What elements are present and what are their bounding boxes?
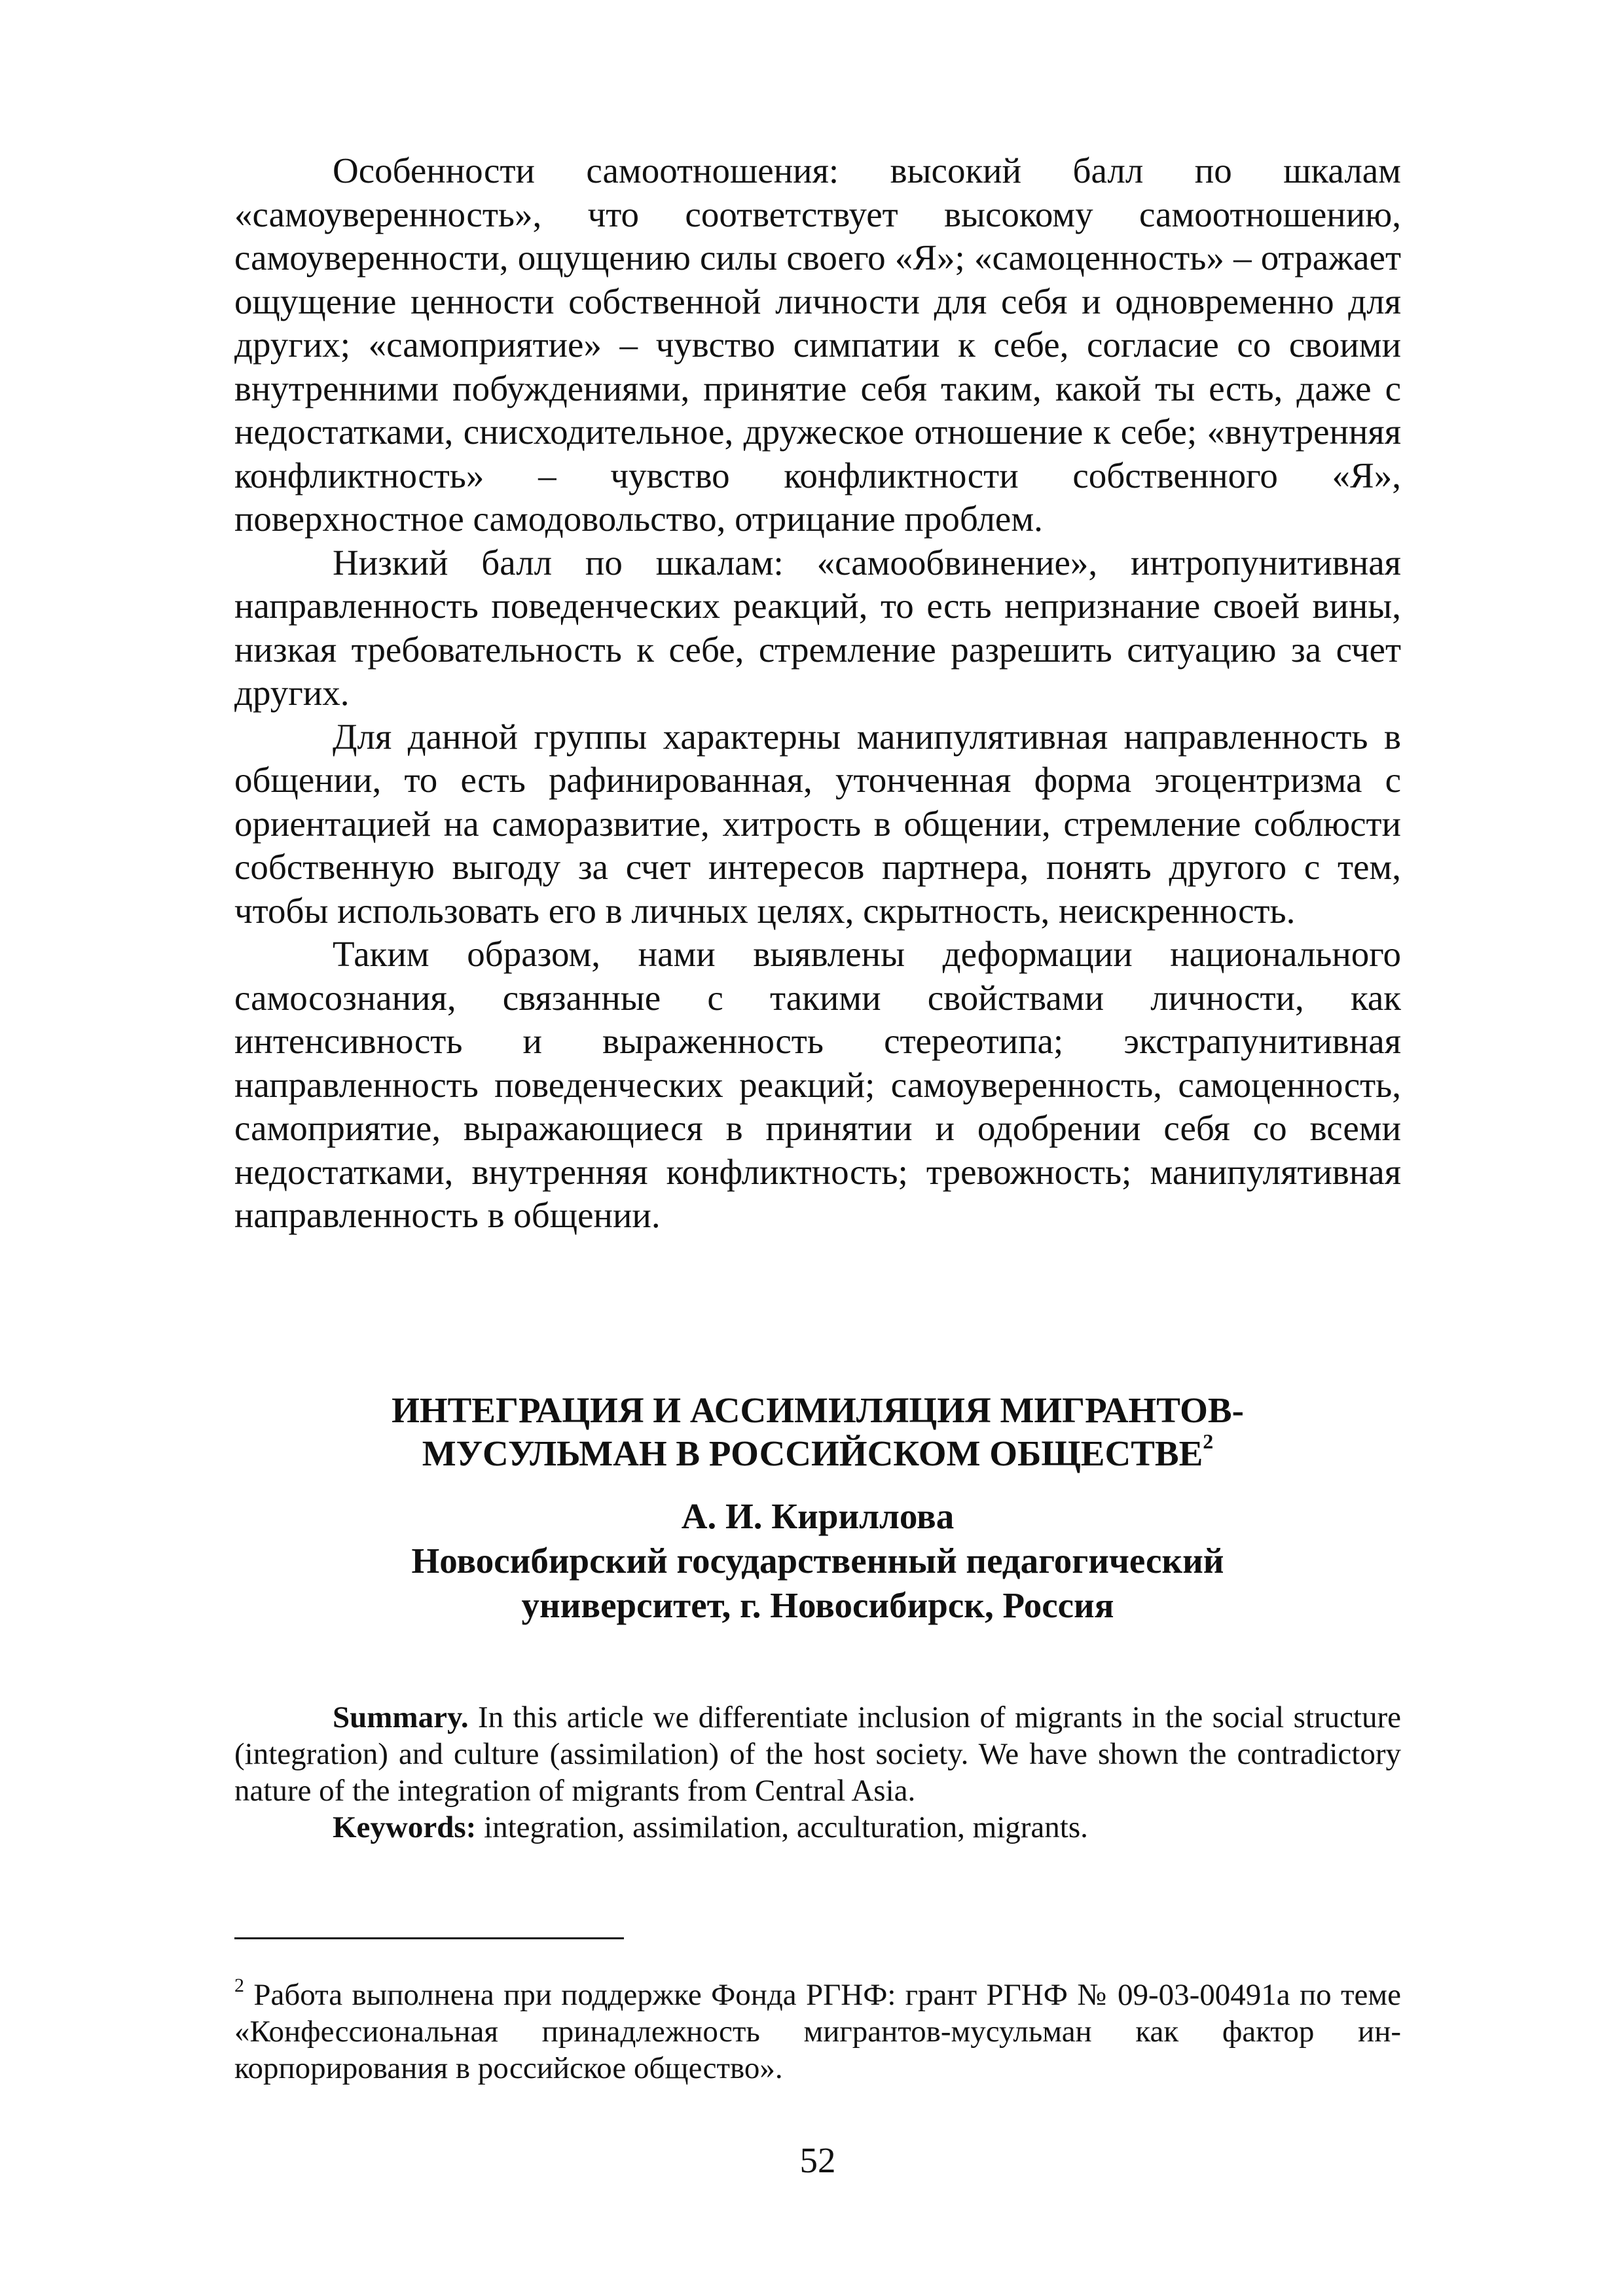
summary-label: Summary. <box>333 1700 469 1734</box>
summary-paragraph <box>234 1699 1401 1809</box>
summary-section <box>234 1699 1401 1846</box>
paragraph-manipulative: Для данной группы характерны манипулятивная направленность в общении, то есть рафинированная, утонченная форма эгоцентризма с ориентацией на саморазвитие, хитрость в общении, стремление соблюсти собственную выгоду за счет интересов партнера, понять другого с тем, чтобы использовать его в личных целях, скрытность, неискренность. <box>234 716 1401 931</box>
page-number: 52 <box>799 2140 836 2180</box>
article-title-line-1: ИНТЕГРАЦИЯ И АССИМИЛЯЦИЯ МИГРАНТОВ- <box>392 1390 1244 1430</box>
footnote <box>234 1977 1401 2087</box>
article-title-line-2 <box>234 1429 1401 1475</box>
footnote-mark: 2 <box>234 1975 244 1996</box>
title-footnote-mark: 2 <box>1203 1429 1214 1453</box>
affiliation-line-2: университет, г. Новосибирск, Россия <box>521 1585 1114 1625</box>
article-title-line-2-text: МУСУЛЬМАН В РОССИЙСКОМ ОБЩЕСТВЕ <box>422 1433 1203 1473</box>
author-name: А. И. Кириллова <box>681 1496 955 1536</box>
article-title <box>234 1389 1401 1475</box>
summary-text: In this article we differentiate inclusion of migrants in the social structure (integration) and culture (assimilation) of the host society. We have shown the contradictory nature of the integration of migrants from Central Asia. <box>234 1700 1401 1808</box>
affiliation-line-1: Новосибирский государственный педагогический <box>411 1541 1224 1581</box>
paragraph-conclusion: Таким образом, нами выявлены деформации национального самосознания, связанные с такими свойствами личности, как интенсивность и выраженность стереотипа; экстрапунитивная направленность поведенческих реакций; самоуверенность, самоценность, самоприятие, выражающиеся в принятии и одобрении себя со всеми недостатками, внутренняя конфликтность; тревожность; манипулятивная направленность в общении. <box>234 934 1401 1235</box>
keywords-paragraph <box>234 1809 1401 1846</box>
keywords-text: integration, assimilation, acculturation, migrants. <box>476 1810 1088 1844</box>
paragraph-self-attitude: Особенности самоотношения: высокий балл по шкалам «самоуверенность», что соответствует высокому самоотношению, самоуверенности, ощущению силы своего «Я»; «самоценность» – отражает ощущение ценности собственной личности для себя и одновременно для других; «самоприятие» – чувство симпатии к себе, согласие со своими внутренними побуждениями, принятие себя таким, какой ты есть, даже с недостатками, снисходительное, дружеское отношение к себе; «внутренняя конфликтность» – чувство конфликтности собственного «Я», поверхностное самодовольство, отрицание проблем. <box>234 151 1401 539</box>
footnote-text: Работа выполнена при поддержке Фонда РГНФ: грант РГНФ № 09-03-00491а по теме «Конфессиональная принадлежность мигрантов-мусульман как фактор инкорпорирования в российское общество». <box>234 1978 1401 2085</box>
keywords-label: Keywords: <box>333 1810 477 1844</box>
body-text <box>234 149 1401 1238</box>
footnote-separator <box>234 1937 624 1939</box>
paragraph-low-score: Низкий балл по шкалам: «самообвинение», интропунитивная направленность поведенческих реакций, то есть непризнание своей вины, низкая требовательность к себе, стремление разрешить ситуацию за счет других. <box>234 542 1401 713</box>
